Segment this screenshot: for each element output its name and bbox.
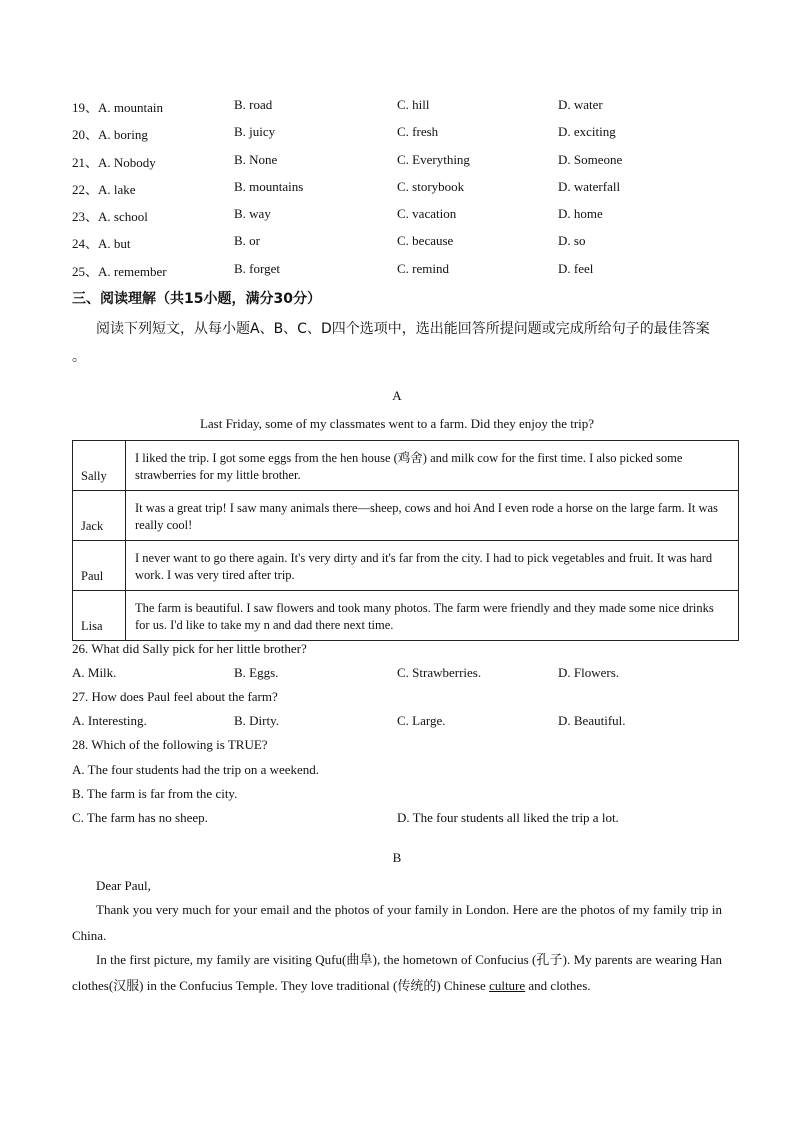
option-d: D. waterfall	[558, 179, 621, 194]
option-b: B. Dirty.	[234, 713, 280, 728]
option-a: A. school	[98, 209, 148, 224]
option-d: D. water	[558, 97, 603, 112]
option-b: B. road	[234, 97, 273, 112]
question-number: 25、	[72, 264, 99, 279]
option-c: C. Everything	[397, 152, 470, 167]
paragraph-text: and clothes.	[525, 978, 591, 993]
table-row	[73, 491, 739, 541]
option-b: B. juicy	[234, 124, 276, 139]
student-comment: The farm is beautiful. I saw flowers and took many photos. The farm were friendly and they made some nice drinks for us. I'd like to take my n and dad there next time.	[126, 591, 739, 641]
question-26-stem: 26. What did Sally pick for her little brother?	[72, 641, 307, 656]
question-number: 22、	[72, 182, 99, 197]
option-b: B. Eggs.	[234, 665, 279, 680]
question-20-row	[72, 124, 742, 144]
underlined-word: culture	[489, 978, 526, 993]
question-number: 21、	[72, 155, 99, 170]
option-d: D. Flowers.	[558, 665, 620, 680]
option-a: A. Interesting.	[72, 713, 147, 728]
student-comment: It was a great trip! I saw many animals there—sheep, cows and hoi And I even rode a horse on the large farm. It was really cool!	[126, 491, 739, 541]
option-a: A. Milk.	[72, 665, 117, 680]
question-number: 24、	[72, 236, 99, 251]
table-row	[73, 591, 739, 641]
question-number: 20、	[72, 127, 99, 142]
option-c: C. fresh	[397, 124, 439, 139]
option-a: A. Nobody	[98, 155, 156, 170]
student-name: Lisa	[73, 591, 126, 641]
option-c: C. Large.	[397, 713, 446, 728]
question-27-options	[72, 713, 742, 733]
table-row	[73, 441, 739, 491]
option-c: C. vacation	[397, 206, 457, 221]
question-24-row	[72, 233, 742, 253]
question-number: 19、	[72, 100, 99, 115]
option-d: D. The four students all liked the trip a lot.	[397, 810, 619, 825]
letter-greeting: Dear Paul,	[96, 878, 151, 893]
question-23-row	[72, 206, 742, 226]
option-d: D. home	[558, 206, 603, 221]
option-d: D. Someone	[558, 152, 623, 167]
question-28-options-cd	[72, 810, 742, 830]
option-d: D. feel	[558, 261, 594, 276]
option-c: C. The farm has no sheep.	[72, 810, 208, 825]
section-instruction: 阅读下列短文，从每小题A、B、C、D四个选项中，选出能回答所提问题或完成所给句子的最佳答案	[96, 321, 710, 337]
option-a: A. boring	[98, 127, 148, 142]
passage-b-label: B	[392, 850, 402, 865]
option-d: D. Beautiful.	[558, 713, 626, 728]
option-b: B. None	[234, 152, 278, 167]
option-a: A. mountain	[98, 100, 164, 115]
letter-paragraph-1: Thank you very much for your email and the photos of your family in London. Here are the photos of my family trip in China.	[72, 902, 722, 943]
passage-a-intro: Last Friday, some of my classmates went to a farm. Did they enjoy the trip?	[199, 416, 595, 431]
option-c: C. remind	[397, 261, 449, 276]
question-27-stem: 27. How does Paul feel about the farm?	[72, 689, 278, 704]
question-number: 23、	[72, 209, 99, 224]
student-comment: I liked the trip. I got some eggs from the hen house (鸡舍) and milk cow for the first time. I also picked some strawberries for my little brother.	[126, 441, 739, 491]
option-b: B. way	[234, 206, 271, 221]
question-26-options	[72, 665, 742, 685]
student-name: Paul	[73, 541, 126, 591]
passage-a-label: A	[392, 388, 402, 403]
option-a: A. lake	[98, 182, 136, 197]
section-title: 三、阅读理解（共15小题，满分30分）	[72, 291, 321, 307]
table-row	[73, 541, 739, 591]
section-instruction-tail: 。	[72, 349, 86, 365]
option-a: A. but	[98, 236, 131, 251]
question-21-row	[72, 152, 742, 172]
option-c: C. because	[397, 233, 454, 248]
question-22-row	[72, 179, 742, 199]
question-25-row	[72, 261, 742, 281]
option-b: B. forget	[234, 261, 280, 276]
paragraph-text: In the first picture, my family are visiting Qufu(曲阜), the hometown of Confucius (孔子). My parents are wearing Han clothes(汉服) in the Confucius Temple. They love traditional (传统的) Chinese	[72, 952, 722, 993]
option-d: D. exciting	[558, 124, 616, 139]
student-comment: I never want to go there again. It's very dirty and it's far from the city. I had to pick vegetables and fruit. It was hard work. I was very tired after trip.	[126, 541, 739, 591]
option-b: B. The farm is far from the city.	[72, 786, 238, 801]
option-d: D. so	[558, 233, 586, 248]
question-28-stem: 28. Which of the following is TRUE?	[72, 737, 268, 752]
student-name: Sally	[73, 441, 126, 491]
survey-table	[72, 440, 739, 641]
option-c: C. Strawberries.	[397, 665, 482, 680]
option-a: A. remember	[98, 264, 167, 279]
option-a: A. The four students had the trip on a weekend.	[72, 762, 320, 777]
option-c: C. hill	[397, 97, 430, 112]
question-19-row	[72, 97, 742, 117]
option-c: C. storybook	[397, 179, 465, 194]
letter-paragraph-2	[72, 947, 722, 999]
option-b: B. or	[234, 233, 260, 248]
student-name: Jack	[73, 491, 126, 541]
option-b: B. mountains	[234, 179, 304, 194]
